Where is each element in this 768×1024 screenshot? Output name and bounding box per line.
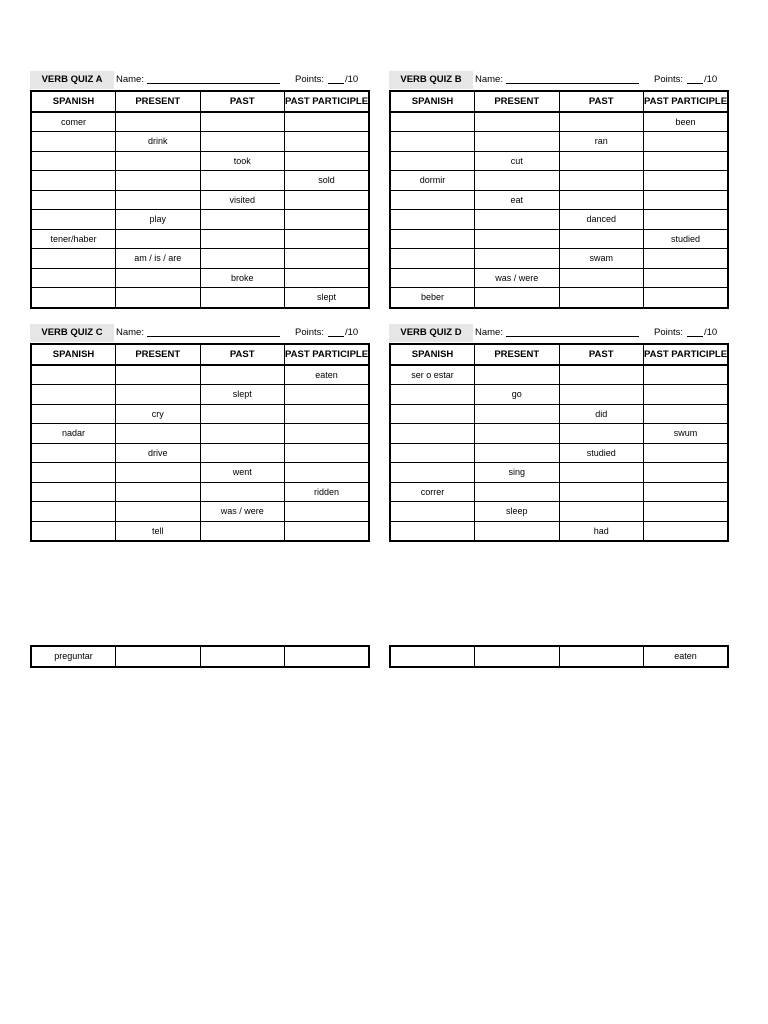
answer-cell[interactable] xyxy=(559,482,644,502)
answer-cell[interactable] xyxy=(644,365,729,385)
answer-cell[interactable] xyxy=(31,288,116,308)
answer-cell[interactable] xyxy=(644,482,729,502)
column-header: SPANISH xyxy=(390,344,475,365)
answer-cell[interactable] xyxy=(644,268,729,288)
answer-cell[interactable] xyxy=(285,229,370,249)
points-out-of: /10 xyxy=(345,327,359,338)
answer-cell[interactable] xyxy=(390,112,475,132)
column-header: PAST PARTICIPLE xyxy=(285,344,370,365)
table-row xyxy=(390,424,728,444)
answer-cell[interactable] xyxy=(644,210,729,230)
name-line[interactable] xyxy=(147,336,280,337)
answer-cell[interactable] xyxy=(475,424,560,444)
answer-cell[interactable] xyxy=(390,229,475,249)
answer-cell[interactable] xyxy=(31,132,116,152)
answer-cell[interactable] xyxy=(285,112,370,132)
answer-cell[interactable] xyxy=(390,404,475,424)
answer-cell[interactable] xyxy=(31,502,116,522)
table-row xyxy=(390,646,728,667)
answer-cell: did xyxy=(559,404,644,424)
answer-cell: been xyxy=(644,112,729,132)
answer-cell[interactable] xyxy=(116,463,201,483)
answer-cell[interactable] xyxy=(644,463,729,483)
column-header-row xyxy=(390,91,728,112)
answer-cell: eat xyxy=(475,190,560,210)
answer-cell[interactable] xyxy=(285,268,370,288)
answer-cell[interactable] xyxy=(559,424,644,444)
answer-cell[interactable] xyxy=(475,229,560,249)
answer-cell: studied xyxy=(559,443,644,463)
answer-cell[interactable] xyxy=(390,521,475,541)
table-row xyxy=(31,646,369,667)
answer-cell: sold xyxy=(285,171,370,191)
points-label: Points: xyxy=(654,327,684,338)
table-row xyxy=(390,210,728,230)
answer-cell: sing xyxy=(475,463,560,483)
column-header: PRESENT xyxy=(475,344,560,365)
answer-cell: beber xyxy=(390,288,475,308)
answer-cell: am / is / are xyxy=(116,249,201,269)
extra-row-right xyxy=(389,645,729,668)
table-row xyxy=(31,210,369,230)
table-row xyxy=(390,268,728,288)
quiz-header xyxy=(389,71,729,89)
answer-cell: swum xyxy=(644,424,729,444)
answer-cell: slept xyxy=(285,288,370,308)
answer-cell[interactable] xyxy=(31,210,116,230)
column-header: SPANISH xyxy=(31,344,116,365)
answer-cell[interactable] xyxy=(116,288,201,308)
answer-cell[interactable] xyxy=(200,171,285,191)
table-row xyxy=(390,482,728,502)
verb-table xyxy=(389,343,729,542)
answer-cell[interactable] xyxy=(31,365,116,385)
answer-cell[interactable] xyxy=(200,521,285,541)
answer-cell[interactable] xyxy=(285,151,370,171)
points-line[interactable] xyxy=(687,83,703,84)
column-header: PRESENT xyxy=(475,91,560,112)
answer-cell: swam xyxy=(559,249,644,269)
answer-cell[interactable] xyxy=(31,521,116,541)
answer-cell[interactable] xyxy=(390,443,475,463)
table-row xyxy=(31,521,369,541)
answer-cell[interactable] xyxy=(390,385,475,405)
answer-cell: cry xyxy=(116,404,201,424)
answer-cell[interactable] xyxy=(475,112,560,132)
answer-cell[interactable] xyxy=(475,365,560,385)
answer-cell[interactable] xyxy=(559,288,644,308)
answer-cell[interactable] xyxy=(475,132,560,152)
answer-cell: drink xyxy=(116,132,201,152)
column-header: PAST PARTICIPLE xyxy=(285,91,370,112)
column-header: PAST xyxy=(559,344,644,365)
answer-cell[interactable] xyxy=(31,190,116,210)
table-row xyxy=(31,288,369,308)
quiz-title: VERB QUIZ D xyxy=(389,324,473,342)
answer-cell[interactable] xyxy=(390,268,475,288)
quiz-d xyxy=(389,324,729,542)
answer-cell[interactable] xyxy=(475,210,560,230)
answer-cell[interactable] xyxy=(31,482,116,502)
table-row xyxy=(390,385,728,405)
answer-cell[interactable] xyxy=(475,171,560,191)
answer-cell[interactable] xyxy=(31,268,116,288)
answer-cell[interactable] xyxy=(31,385,116,405)
points-line[interactable] xyxy=(328,336,344,337)
answer-cell[interactable] xyxy=(200,210,285,230)
answer-cell[interactable] xyxy=(644,132,729,152)
answer-cell[interactable] xyxy=(285,521,370,541)
answer-cell[interactable] xyxy=(644,288,729,308)
answer-cell[interactable] xyxy=(475,443,560,463)
answer-cell: eaten xyxy=(644,646,729,667)
answer-cell[interactable] xyxy=(644,443,729,463)
answer-cell[interactable] xyxy=(390,463,475,483)
answer-cell: cut xyxy=(475,151,560,171)
quiz-title: VERB QUIZ B xyxy=(389,71,473,89)
answer-cell: go xyxy=(475,385,560,405)
table-row xyxy=(390,112,728,132)
answer-cell[interactable] xyxy=(559,171,644,191)
answer-cell[interactable] xyxy=(644,385,729,405)
extra-row-left xyxy=(30,645,370,668)
answer-cell[interactable] xyxy=(31,463,116,483)
table-row xyxy=(31,171,369,191)
name-label: Name: xyxy=(116,327,144,338)
answer-cell[interactable] xyxy=(390,646,475,667)
answer-cell[interactable] xyxy=(475,521,560,541)
answer-cell[interactable] xyxy=(116,646,201,667)
quiz-title: VERB QUIZ C xyxy=(30,324,114,342)
answer-cell[interactable] xyxy=(475,646,560,667)
quiz-header xyxy=(30,324,370,342)
answer-cell: tener/haber xyxy=(31,229,116,249)
points-label: Points: xyxy=(295,327,325,338)
answer-cell: visited xyxy=(200,190,285,210)
answer-cell[interactable] xyxy=(31,151,116,171)
answer-cell: comer xyxy=(31,112,116,132)
answer-cell[interactable] xyxy=(475,482,560,502)
answer-cell[interactable] xyxy=(200,365,285,385)
answer-cell[interactable] xyxy=(390,210,475,230)
answer-cell[interactable] xyxy=(285,646,370,667)
answer-cell[interactable] xyxy=(200,443,285,463)
answer-cell[interactable] xyxy=(559,365,644,385)
answer-cell[interactable] xyxy=(390,151,475,171)
column-header: PAST xyxy=(200,91,285,112)
answer-cell: drive xyxy=(116,443,201,463)
answer-cell[interactable] xyxy=(31,249,116,269)
table-row xyxy=(31,443,369,463)
answer-cell[interactable] xyxy=(644,190,729,210)
points-line[interactable] xyxy=(328,83,344,84)
answer-cell[interactable] xyxy=(116,365,201,385)
answer-cell: preguntar xyxy=(31,646,116,667)
answer-cell[interactable] xyxy=(644,249,729,269)
answer-cell[interactable] xyxy=(390,190,475,210)
table-row xyxy=(390,443,728,463)
answer-cell[interactable] xyxy=(559,646,644,667)
answer-cell[interactable] xyxy=(559,190,644,210)
answer-cell[interactable] xyxy=(285,502,370,522)
answer-cell[interactable] xyxy=(559,229,644,249)
quiz-header xyxy=(389,324,729,342)
table-row xyxy=(31,502,369,522)
answer-cell[interactable] xyxy=(559,463,644,483)
points-out-of: /10 xyxy=(704,327,718,338)
points-label: Points: xyxy=(295,74,325,85)
name-label: Name: xyxy=(475,74,503,85)
column-header: PAST xyxy=(559,91,644,112)
answer-cell[interactable] xyxy=(31,404,116,424)
answer-cell[interactable] xyxy=(200,112,285,132)
answer-cell[interactable] xyxy=(285,404,370,424)
answer-cell[interactable] xyxy=(285,463,370,483)
table-row xyxy=(390,502,728,522)
answer-cell[interactable] xyxy=(285,424,370,444)
answer-cell[interactable] xyxy=(644,151,729,171)
answer-cell: ridden xyxy=(285,482,370,502)
answer-cell: play xyxy=(116,210,201,230)
table-row xyxy=(390,229,728,249)
answer-cell[interactable] xyxy=(475,288,560,308)
verb-table xyxy=(389,90,729,309)
answer-cell[interactable] xyxy=(116,268,201,288)
answer-cell[interactable] xyxy=(200,646,285,667)
table-row xyxy=(31,385,369,405)
quiz-b xyxy=(389,71,729,309)
answer-cell[interactable] xyxy=(559,151,644,171)
answer-cell: tell xyxy=(116,521,201,541)
table-row xyxy=(390,190,728,210)
column-header: PAST xyxy=(200,344,285,365)
answer-cell[interactable] xyxy=(116,190,201,210)
table-row xyxy=(31,268,369,288)
answer-cell[interactable] xyxy=(390,132,475,152)
answer-cell[interactable] xyxy=(200,249,285,269)
points-out-of: /10 xyxy=(345,74,359,85)
answer-cell[interactable] xyxy=(31,443,116,463)
answer-cell: nadar xyxy=(31,424,116,444)
table-row xyxy=(390,521,728,541)
points-label: Points: xyxy=(654,74,684,85)
answer-cell[interactable] xyxy=(390,424,475,444)
table-row xyxy=(390,404,728,424)
answer-cell[interactable] xyxy=(200,288,285,308)
table-row xyxy=(31,190,369,210)
extra-verb-table xyxy=(389,645,729,668)
answer-cell[interactable] xyxy=(475,249,560,269)
answer-cell: went xyxy=(200,463,285,483)
verb-table xyxy=(30,90,370,309)
answer-cell: had xyxy=(559,521,644,541)
answer-cell[interactable] xyxy=(644,171,729,191)
extra-verb-table xyxy=(30,645,370,668)
answer-cell: ser o estar xyxy=(390,365,475,385)
table-row xyxy=(390,463,728,483)
quiz-c xyxy=(30,324,370,542)
answer-cell[interactable] xyxy=(285,190,370,210)
answer-cell[interactable] xyxy=(116,424,201,444)
table-row xyxy=(390,132,728,152)
table-row xyxy=(390,171,728,191)
table-row xyxy=(31,365,369,385)
points-out-of: /10 xyxy=(704,74,718,85)
table-row xyxy=(31,424,369,444)
answer-cell: sleep xyxy=(475,502,560,522)
answer-cell: danced xyxy=(559,210,644,230)
table-row xyxy=(31,482,369,502)
answer-cell[interactable] xyxy=(390,502,475,522)
table-row xyxy=(390,249,728,269)
answer-cell[interactable] xyxy=(116,229,201,249)
answer-cell[interactable] xyxy=(116,112,201,132)
answer-cell[interactable] xyxy=(116,385,201,405)
answer-cell: was / were xyxy=(200,502,285,522)
column-header-row xyxy=(31,344,369,365)
answer-cell[interactable] xyxy=(200,482,285,502)
name-label: Name: xyxy=(475,327,503,338)
table-row xyxy=(31,229,369,249)
answer-cell[interactable] xyxy=(644,404,729,424)
table-row xyxy=(31,249,369,269)
answer-cell[interactable] xyxy=(116,171,201,191)
column-header-row xyxy=(31,91,369,112)
name-line[interactable] xyxy=(506,336,639,337)
answer-cell[interactable] xyxy=(31,171,116,191)
answer-cell: took xyxy=(200,151,285,171)
answer-cell[interactable] xyxy=(285,132,370,152)
points-line[interactable] xyxy=(687,336,703,337)
answer-cell[interactable] xyxy=(559,502,644,522)
verb-table xyxy=(30,343,370,542)
column-header: PRESENT xyxy=(116,91,201,112)
answer-cell[interactable] xyxy=(285,385,370,405)
table-row xyxy=(31,112,369,132)
table-row xyxy=(31,132,369,152)
name-line[interactable] xyxy=(506,83,639,84)
answer-cell[interactable] xyxy=(285,443,370,463)
answer-cell[interactable] xyxy=(644,502,729,522)
answer-cell[interactable] xyxy=(116,151,201,171)
answer-cell[interactable] xyxy=(644,521,729,541)
column-header: PAST PARTICIPLE xyxy=(644,344,729,365)
quiz-header xyxy=(30,71,370,89)
column-header: SPANISH xyxy=(31,91,116,112)
answer-cell[interactable] xyxy=(285,249,370,269)
answer-cell: slept xyxy=(200,385,285,405)
answer-cell: ran xyxy=(559,132,644,152)
name-label: Name: xyxy=(116,74,144,85)
answer-cell[interactable] xyxy=(285,210,370,230)
quiz-title: VERB QUIZ A xyxy=(30,71,114,89)
answer-cell[interactable] xyxy=(116,502,201,522)
column-header: SPANISH xyxy=(390,91,475,112)
quiz-a xyxy=(30,71,370,309)
answer-cell[interactable] xyxy=(559,385,644,405)
answer-cell: broke xyxy=(200,268,285,288)
answer-cell[interactable] xyxy=(200,404,285,424)
answer-cell: correr xyxy=(390,482,475,502)
name-line[interactable] xyxy=(147,83,280,84)
answer-cell[interactable] xyxy=(475,404,560,424)
table-row xyxy=(31,151,369,171)
answer-cell: eaten xyxy=(285,365,370,385)
table-row xyxy=(390,288,728,308)
table-row xyxy=(390,365,728,385)
answer-cell[interactable] xyxy=(200,424,285,444)
table-row xyxy=(31,404,369,424)
answer-cell[interactable] xyxy=(390,249,475,269)
column-header: PAST PARTICIPLE xyxy=(644,91,729,112)
table-row xyxy=(390,151,728,171)
answer-cell[interactable] xyxy=(559,268,644,288)
answer-cell: dormir xyxy=(390,171,475,191)
table-row xyxy=(31,463,369,483)
answer-cell[interactable] xyxy=(116,482,201,502)
column-header-row xyxy=(390,344,728,365)
answer-cell[interactable] xyxy=(200,132,285,152)
answer-cell[interactable] xyxy=(559,112,644,132)
answer-cell: was / were xyxy=(475,268,560,288)
column-header: PRESENT xyxy=(116,344,201,365)
answer-cell: studied xyxy=(644,229,729,249)
answer-cell[interactable] xyxy=(200,229,285,249)
